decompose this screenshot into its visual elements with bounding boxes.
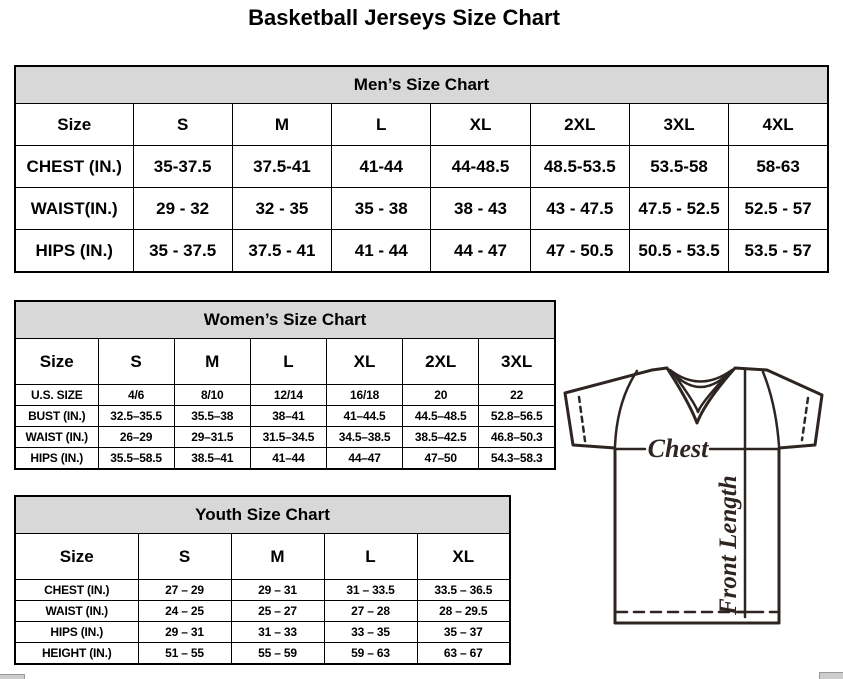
size-header-cell: XL xyxy=(417,534,510,580)
size-header-row xyxy=(15,104,828,146)
size-header-cell: S xyxy=(98,339,174,385)
size-value-cell: 35 – 37 xyxy=(417,622,510,643)
size-value-cell: 51 – 55 xyxy=(138,643,231,665)
size-value-cell: 38 - 43 xyxy=(431,188,530,230)
size-value-cell: 52.5 - 57 xyxy=(729,188,828,230)
table-row xyxy=(15,643,510,665)
size-value-cell: 44-48.5 xyxy=(431,146,530,188)
size-value-cell: 50.5 - 53.5 xyxy=(629,230,728,273)
size-value-cell: 12/14 xyxy=(250,385,326,406)
row-label-cell: WAIST (IN.) xyxy=(15,601,138,622)
row-label-cell: BUST (IN.) xyxy=(15,406,98,427)
table-row xyxy=(15,427,555,448)
size-value-cell: 35.5–38 xyxy=(174,406,250,427)
size-value-cell: 38–41 xyxy=(250,406,326,427)
table-row xyxy=(15,406,555,427)
table-row xyxy=(15,601,510,622)
size-value-cell: 24 – 25 xyxy=(138,601,231,622)
size-value-cell: 27 – 28 xyxy=(324,601,417,622)
size-value-cell: 31.5–34.5 xyxy=(250,427,326,448)
size-value-cell: 28 – 29.5 xyxy=(417,601,510,622)
size-header-row xyxy=(15,534,510,580)
size-value-cell: 48.5-53.5 xyxy=(530,146,629,188)
size-value-cell: 35-37.5 xyxy=(133,146,232,188)
size-value-cell: 4/6 xyxy=(98,385,174,406)
size-header-cell: Size xyxy=(15,339,98,385)
size-value-cell: 34.5–38.5 xyxy=(326,427,402,448)
size-value-cell: 26–29 xyxy=(98,427,174,448)
size-value-cell: 47–50 xyxy=(403,448,479,470)
size-value-cell: 37.5-41 xyxy=(232,146,331,188)
size-value-cell: 37.5 - 41 xyxy=(232,230,331,273)
size-value-cell: 52.8–56.5 xyxy=(479,406,555,427)
size-value-cell: 58-63 xyxy=(729,146,828,188)
front-length-label: Front Length xyxy=(715,475,742,615)
size-value-cell: 35 - 38 xyxy=(332,188,431,230)
size-value-cell: 29 - 32 xyxy=(133,188,232,230)
size-header-cell: XL xyxy=(326,339,402,385)
size-value-cell: 27 – 29 xyxy=(138,580,231,601)
size-value-cell: 16/18 xyxy=(326,385,402,406)
size-header-cell: M xyxy=(231,534,324,580)
size-value-cell: 8/10 xyxy=(174,385,250,406)
size-value-cell: 53.5-58 xyxy=(629,146,728,188)
size-header-row xyxy=(15,339,555,385)
chest-label: Chest xyxy=(647,434,709,463)
size-value-cell: 53.5 - 57 xyxy=(729,230,828,273)
size-value-cell: 29 – 31 xyxy=(231,580,324,601)
size-value-cell: 41–44.5 xyxy=(326,406,402,427)
size-value-cell: 41 - 44 xyxy=(332,230,431,273)
size-value-cell: 32.5–35.5 xyxy=(98,406,174,427)
horizontal-scrollbar-right-button[interactable] xyxy=(819,672,843,679)
size-value-cell: 38.5–41 xyxy=(174,448,250,470)
size-header-cell: 2XL xyxy=(403,339,479,385)
size-value-cell: 20 xyxy=(403,385,479,406)
size-value-cell: 29–31.5 xyxy=(174,427,250,448)
size-header-cell: M xyxy=(174,339,250,385)
table-row xyxy=(15,230,828,273)
row-label-cell: CHEST (IN.) xyxy=(15,580,138,601)
row-label-cell: HIPS (IN.) xyxy=(15,622,138,643)
row-label-cell: HIPS (IN.) xyxy=(15,230,133,273)
size-header-cell: L xyxy=(250,339,326,385)
size-value-cell: 44 - 47 xyxy=(431,230,530,273)
size-header-cell: Size xyxy=(15,104,133,146)
table-row xyxy=(15,448,555,470)
size-value-cell: 44–47 xyxy=(326,448,402,470)
size-header-cell: S xyxy=(138,534,231,580)
size-header-cell: 3XL xyxy=(629,104,728,146)
size-value-cell: 55 – 59 xyxy=(231,643,324,665)
page-title: Basketball Jerseys Size Chart xyxy=(248,5,560,30)
womens-size-chart-table xyxy=(14,300,556,470)
size-value-cell: 35 - 37.5 xyxy=(133,230,232,273)
table-row xyxy=(15,146,828,188)
size-header-cell: L xyxy=(324,534,417,580)
youth-chart-title: Youth Size Chart xyxy=(15,496,510,534)
youth-size-chart-table xyxy=(14,495,511,665)
size-value-cell: 63 – 67 xyxy=(417,643,510,665)
size-header-cell: M xyxy=(232,104,331,146)
row-label-cell: U.S. SIZE xyxy=(15,385,98,406)
size-header-cell: S xyxy=(133,104,232,146)
size-value-cell: 47 - 50.5 xyxy=(530,230,629,273)
size-header-cell: 3XL xyxy=(479,339,555,385)
size-value-cell: 22 xyxy=(479,385,555,406)
size-header-cell: 4XL xyxy=(729,104,828,146)
men-chart-title: Men’s Size Chart xyxy=(15,66,828,104)
table-row xyxy=(15,580,510,601)
table-row xyxy=(15,622,510,643)
size-value-cell: 41–44 xyxy=(250,448,326,470)
size-header-cell: 2XL xyxy=(530,104,629,146)
women-chart-title: Women’s Size Chart xyxy=(15,301,555,339)
size-value-cell: 33.5 – 36.5 xyxy=(417,580,510,601)
size-value-cell: 33 – 35 xyxy=(324,622,417,643)
row-label-cell: WAIST(IN.) xyxy=(15,188,133,230)
jersey-diagram xyxy=(558,356,843,632)
size-value-cell: 59 – 63 xyxy=(324,643,417,665)
size-header-cell: L xyxy=(332,104,431,146)
size-value-cell: 41-44 xyxy=(332,146,431,188)
size-value-cell: 46.8–50.3 xyxy=(479,427,555,448)
jersey-outline xyxy=(565,368,822,623)
size-value-cell: 54.3–58.3 xyxy=(479,448,555,470)
size-value-cell: 44.5–48.5 xyxy=(403,406,479,427)
size-value-cell: 47.5 - 52.5 xyxy=(629,188,728,230)
size-value-cell: 29 – 31 xyxy=(138,622,231,643)
size-value-cell: 25 – 27 xyxy=(231,601,324,622)
size-value-cell: 31 – 33 xyxy=(231,622,324,643)
mens-size-chart-table xyxy=(14,65,829,273)
size-header-cell: XL xyxy=(431,104,530,146)
size-header-cell: Size xyxy=(15,534,138,580)
row-label-cell: CHEST (IN.) xyxy=(15,146,133,188)
size-value-cell: 35.5–58.5 xyxy=(98,448,174,470)
size-value-cell: 31 – 33.5 xyxy=(324,580,417,601)
table-row xyxy=(15,385,555,406)
row-label-cell: WAIST (IN.) xyxy=(15,427,98,448)
size-value-cell: 43 - 47.5 xyxy=(530,188,629,230)
table-row xyxy=(15,188,828,230)
size-value-cell: 38.5–42.5 xyxy=(403,427,479,448)
horizontal-scrollbar-left-button[interactable] xyxy=(0,674,25,679)
size-value-cell: 32 - 35 xyxy=(232,188,331,230)
row-label-cell: HIPS (IN.) xyxy=(15,448,98,470)
row-label-cell: HEIGHT (IN.) xyxy=(15,643,138,665)
